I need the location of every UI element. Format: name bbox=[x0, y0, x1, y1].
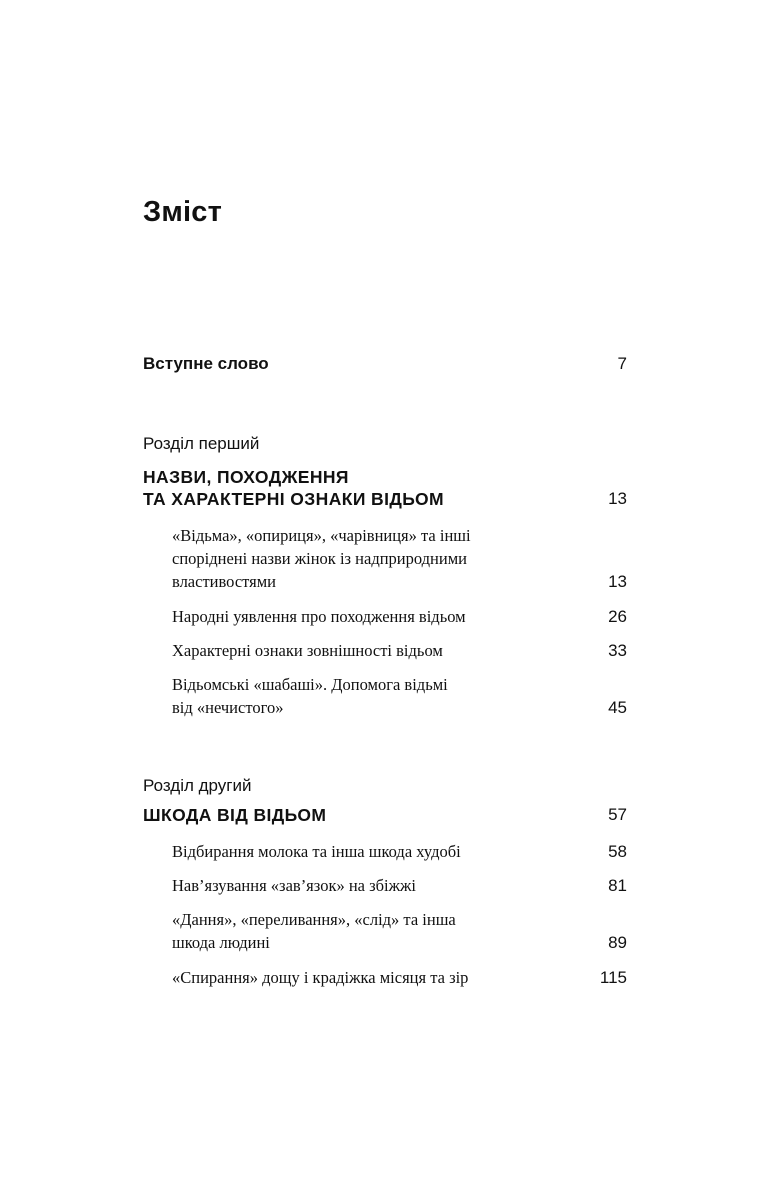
subentry-line: шкода людині bbox=[172, 933, 270, 952]
toc-subentry[interactable] bbox=[172, 908, 627, 954]
subentry-line: Відбирання молока та інша шкода худобі bbox=[172, 842, 461, 861]
chapter-title-line: НАЗВИ, ПОХОДЖЕННЯ bbox=[143, 467, 349, 487]
section-label: Розділ перший bbox=[143, 434, 260, 453]
toc-subentry[interactable] bbox=[172, 639, 627, 662]
subentry-line: «Спирання» дощу і крадіжка місяця та зір bbox=[172, 968, 469, 987]
toc-page-number: 58 bbox=[608, 842, 627, 861]
toc-entry-label: Вступне слово bbox=[143, 354, 269, 373]
toc-entry-chapter-2[interactable] bbox=[143, 804, 627, 826]
subentry-line: від «нечистого» bbox=[172, 698, 284, 717]
toc-subentry[interactable] bbox=[172, 840, 627, 863]
toc-page-number: 7 bbox=[617, 354, 627, 373]
subentry-line: Характерні ознаки зовнішності відьом bbox=[172, 641, 443, 660]
toc-subentry[interactable] bbox=[172, 966, 627, 989]
subentry-line: «Відьма», «опириця», «чарівниця» та інші bbox=[172, 526, 471, 545]
subentry-line: Нав’язування «зав’язок» на збіжжі bbox=[172, 876, 416, 895]
toc-page-number: 81 bbox=[608, 876, 627, 895]
subentry-line: Відьомські «шабаші». Допомога відьмі bbox=[172, 675, 448, 694]
toc-subentry[interactable] bbox=[172, 673, 627, 719]
toc-page-number: 57 bbox=[608, 805, 627, 824]
chapter-title-line: ТА ХАРАКТЕРНІ ОЗНАКИ ВІДЬОМ bbox=[143, 489, 444, 509]
toc-subentry[interactable] bbox=[172, 605, 627, 628]
chapter-title-line: ШКОДА ВІД ВІДЬОМ bbox=[143, 805, 327, 825]
subentry-line: «Дання», «переливання», «слід» та інша bbox=[172, 910, 456, 929]
subentry-line: споріднені назви жінок із надприродними bbox=[172, 549, 467, 568]
toc-page-number: 33 bbox=[608, 641, 627, 660]
toc-page-number: 115 bbox=[599, 968, 627, 987]
toc-page-number: 13 bbox=[608, 572, 627, 591]
toc-entry-chapter-1[interactable] bbox=[143, 466, 627, 510]
toc-page-number: 13 bbox=[608, 489, 627, 508]
toc-entry-intro[interactable] bbox=[143, 353, 627, 375]
section-label: Розділ другий bbox=[143, 776, 252, 795]
toc-page-number: 89 bbox=[608, 933, 627, 952]
toc-page-number: 26 bbox=[608, 607, 627, 626]
page-title: Зміст bbox=[143, 196, 223, 228]
toc-subentry[interactable] bbox=[172, 524, 627, 593]
toc-page-number: 45 bbox=[608, 698, 627, 717]
subentry-line: властивостями bbox=[172, 572, 277, 591]
subentry-line: Народні уявлення про походження відьом bbox=[172, 607, 466, 626]
toc-subentry[interactable] bbox=[172, 874, 627, 897]
